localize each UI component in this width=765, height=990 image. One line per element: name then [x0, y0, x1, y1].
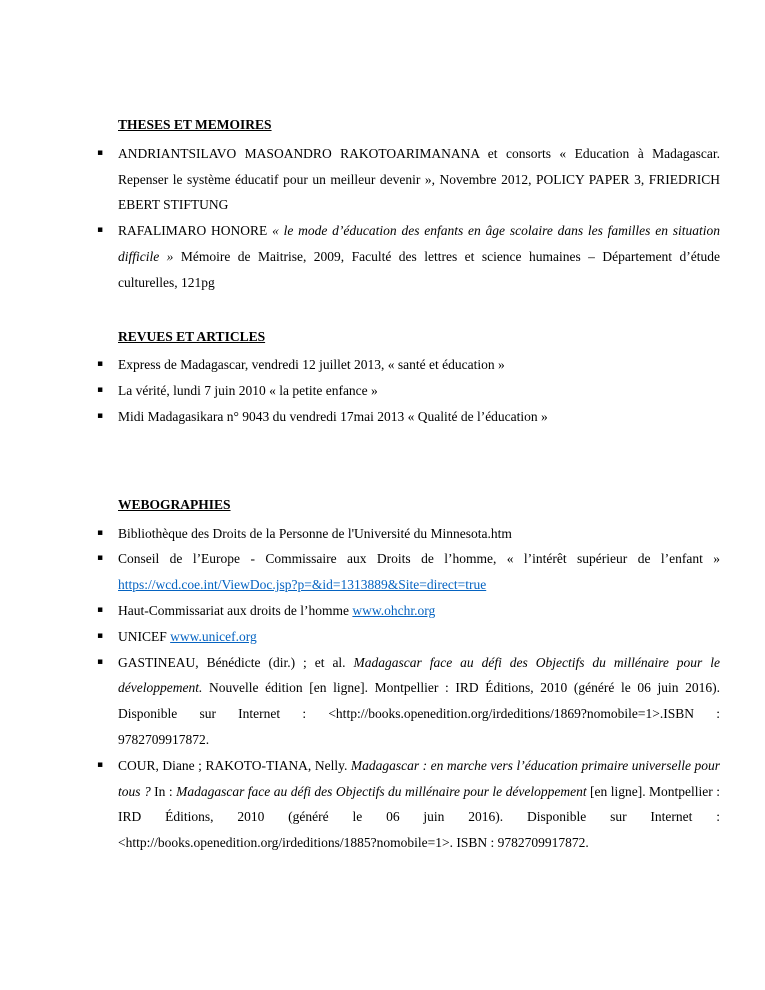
section-revues-et-articles [97, 324, 720, 430]
bullet-icon: ▪ [97, 656, 104, 667]
text-run: Bibliothèque des Droits de la Personne de l'Université du Minnesota.htm [118, 525, 512, 541]
list-item [97, 141, 720, 218]
text-run: GASTINEAU, Bénédicte (dir.) ; et al. [118, 654, 354, 670]
list-item [97, 352, 720, 378]
list-item [97, 218, 720, 295]
text-run: Express de Madagascar, vendredi 12 juillet 2013, « santé et éducation » [118, 357, 505, 373]
text-run: Madagascar face au défi des Objectifs du millénaire pour le développement. [118, 654, 720, 696]
text-run: ANDRIANTSILAVO MASOANDRO RAKOTOARIMANANA et consorts « Education à Madagascar. Repenser le système éducatif pour un meilleur devenir », Novembre 2012, POLICY PAPER 3, FRIEDRICH EBERT STIFTUNG [118, 145, 720, 213]
list-item [97, 624, 720, 650]
bullet-icon: ▪ [97, 527, 104, 538]
hyperlink[interactable]: www.unicef.org [170, 628, 257, 644]
bullet-icon: ▪ [97, 385, 104, 396]
bullet-icon: ▪ [97, 410, 104, 421]
text-run: Conseil de l’Europe - Commissaire aux Droits de l’homme, « l’intérêt supérieur de l’enfant » [118, 551, 720, 567]
text-run: UNICEF [118, 628, 171, 644]
text-run: La vérité, lundi 7 juin 2010 « la petite enfance » [118, 383, 378, 399]
bullet-icon: ▪ [97, 604, 104, 615]
bullet-icon: ▪ [97, 759, 104, 770]
section-theses-et-memoires [97, 112, 720, 296]
text-run: « le mode d’éducation des enfants en âge scolaire dans les familles en situation difficile » [118, 223, 720, 264]
text-run: Madagascar : en marche vers l’éducation primaire universelle pour tous ? [118, 757, 720, 799]
list-item [97, 404, 720, 430]
hyperlink[interactable]: https://wcd.coe.int/ViewDoc.jsp?p=&id=1313889&Site=direct=true [118, 577, 487, 593]
text-run: Madagascar face au défi des Objectifs du millénaire pour le développement [176, 783, 591, 799]
section-heading-revues-et-articles: REVUES ET ARTICLES [118, 328, 266, 344]
text-run: In : [154, 783, 177, 799]
list-item [97, 378, 720, 404]
bullet-icon: ▪ [97, 630, 104, 641]
bullet-icon: ▪ [97, 553, 104, 564]
section-webographies [97, 492, 721, 856]
list-item [97, 753, 720, 856]
list-item [97, 521, 720, 547]
list-item [97, 546, 720, 598]
text-run: RAFALIMARO HONORE [118, 223, 273, 239]
section-heading-webographies: WEBOGRAPHIES [118, 496, 231, 512]
list-item [97, 598, 720, 624]
hyperlink[interactable]: www.ohchr.org [352, 602, 436, 618]
bullet-icon: ▪ [97, 225, 104, 236]
text-run: Mémoire de Maitrise, 2009, Faculté des lettres et science humaines – Département d’étude culturelles, 121pg [118, 248, 720, 290]
list-item [97, 650, 721, 753]
text-run: COUR, Diane ; RAKOTO-TIANA, Nelly. [118, 757, 351, 773]
text-run: Nouvelle édition [en ligne]. Montpellier : IRD Éditions, 2010 (généré le 06 juin 2016). Disponible sur Internet : <http://books.openedition.org/irdeditions/1869?nomobile=1>.ISBN : 9782709917872. [118, 680, 721, 747]
section-heading-theses-et-memoires: THESES ET MEMOIRES [118, 117, 272, 132]
text-run: Haut-Commissariat aux droits de l’homme [118, 602, 353, 618]
bullet-icon: ▪ [97, 359, 104, 370]
text-run: [en ligne]. Montpellier : IRD Éditions, 2010 (généré le 06 juin 2016). Disponible sur Internet : <http://books.openedition.org/irdeditions/1885?nomobile=1>. ISBN : 9782709917872. [118, 783, 720, 851]
bullet-icon: ▪ [97, 147, 104, 158]
text-run: Midi Madagasikara n° 9043 du vendredi 17mai 2013 « Qualité de l’éducation » [118, 408, 548, 424]
